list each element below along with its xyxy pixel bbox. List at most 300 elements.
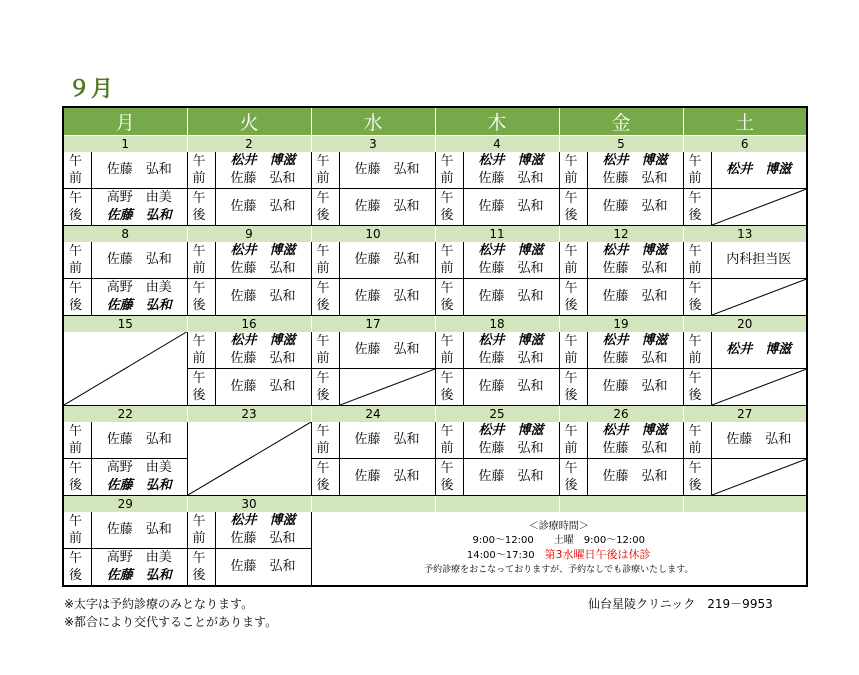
period-label <box>436 242 464 278</box>
slot-cell <box>684 332 807 368</box>
date-cell: 1 <box>63 136 187 153</box>
doctor-list <box>340 152 435 188</box>
period-label <box>560 369 588 405</box>
pm-cell <box>187 189 311 226</box>
period-char: 午 <box>192 514 206 529</box>
pm-cell <box>683 369 807 406</box>
pm-row <box>63 189 807 226</box>
pm-row <box>63 279 807 316</box>
hours-note <box>311 512 807 586</box>
doctor-list <box>92 279 187 315</box>
am-cell <box>63 152 187 189</box>
doctor-list <box>464 422 559 458</box>
period-char: 前 <box>688 441 702 456</box>
pm-no-service <box>312 369 435 405</box>
period-char: 午 <box>192 154 206 169</box>
doctor-name: 松井 博滋 <box>602 423 668 438</box>
slot-cell <box>560 279 683 315</box>
doctor-name: 佐藤 弘和 <box>230 531 296 546</box>
pm-no-service <box>684 279 807 315</box>
slot-cell <box>64 459 187 495</box>
pm-cell <box>435 459 559 496</box>
period-label <box>684 242 712 278</box>
period-char: 午 <box>69 424 83 439</box>
am-row <box>63 422 807 459</box>
date-cell: 11 <box>435 226 559 243</box>
period-label <box>188 332 216 368</box>
pm-cell <box>63 549 187 587</box>
pm-cell <box>187 279 311 316</box>
doctor-name: 佐藤 弘和 <box>354 432 420 447</box>
doctor-name: 佐藤 弘和 <box>354 469 420 484</box>
date-cell <box>683 496 807 513</box>
period-char: 午 <box>440 371 454 386</box>
period-char: 前 <box>440 441 454 456</box>
period-char: 前 <box>564 171 578 186</box>
doctor-name: 佐藤 弘和 <box>230 289 296 304</box>
slot-cell <box>560 422 683 458</box>
period-label <box>684 422 712 458</box>
period-char: 午 <box>316 334 330 349</box>
slot-cell <box>436 242 559 278</box>
doctor-name: 佐藤 弘和 <box>106 298 172 313</box>
clinic-name: 仙台星陵クリニック 219－9953 <box>588 597 773 611</box>
pm-cell <box>435 279 559 316</box>
doctor-name: 佐藤 弘和 <box>602 171 668 186</box>
date-cell: 12 <box>559 226 683 243</box>
pm-cell <box>559 189 683 226</box>
period-char: 後 <box>440 208 454 223</box>
period-char: 後 <box>440 298 454 313</box>
doctor-name: 松井 博滋 <box>726 342 792 357</box>
month-title: ９月 <box>68 77 115 102</box>
footnote-change: ※都合により交代することがあります。 <box>64 615 278 629</box>
pm-cell <box>311 189 435 226</box>
diagonal-line <box>188 422 311 495</box>
no-service-area <box>712 189 807 225</box>
doctor-name: 佐藤 弘和 <box>106 432 172 447</box>
period-char: 後 <box>440 388 454 403</box>
period-char: 午 <box>688 461 702 476</box>
slot-cell <box>684 422 807 458</box>
doctor-list <box>216 369 311 405</box>
period-char: 午 <box>564 371 578 386</box>
period-char: 前 <box>440 261 454 276</box>
am-cell <box>311 242 435 279</box>
doctor-list <box>712 422 807 458</box>
doctor-name: 佐藤 弘和 <box>478 469 544 484</box>
doctor-name: 佐藤 弘和 <box>230 171 296 186</box>
date-cell: 29 <box>63 496 187 513</box>
slot-cell <box>436 422 559 458</box>
period-char: 午 <box>440 424 454 439</box>
period-char: 前 <box>69 171 83 186</box>
slot-cell <box>312 332 435 368</box>
am-cell <box>187 242 311 279</box>
period-char: 午 <box>316 244 330 259</box>
doctor-name: 佐藤 弘和 <box>230 261 296 276</box>
period-char: 後 <box>564 298 578 313</box>
period-label <box>684 459 712 495</box>
doctor-list <box>588 369 683 405</box>
doctor-list <box>464 369 559 405</box>
pm-hours: 14:00～17:30 <box>466 550 535 561</box>
doctor-name: 松井 博滋 <box>478 243 544 258</box>
period-char: 午 <box>69 154 83 169</box>
period-char: 午 <box>440 154 454 169</box>
am-cell <box>559 422 683 459</box>
doctor-list <box>588 422 683 458</box>
hours-heading: ＜診療時間＞ <box>528 521 589 532</box>
slot-cell <box>312 242 435 278</box>
pm-cell <box>311 459 435 496</box>
doctor-name: 佐藤 弘和 <box>354 252 420 267</box>
slot-cell <box>436 369 559 405</box>
slot-cell <box>684 152 807 188</box>
doctor-name: 佐藤 弘和 <box>602 261 668 276</box>
period-char: 後 <box>564 208 578 223</box>
period-char: 後 <box>564 388 578 403</box>
period-char: 後 <box>688 388 702 403</box>
period-char: 前 <box>440 351 454 366</box>
pm-cell <box>683 189 807 226</box>
date-cell: 15 <box>63 316 187 333</box>
period-label <box>560 152 588 188</box>
doctor-list <box>216 512 311 548</box>
period-char: 後 <box>69 478 83 493</box>
period-char: 午 <box>564 334 578 349</box>
doctor-list <box>216 332 311 368</box>
diagonal-line <box>712 459 807 495</box>
period-char: 午 <box>69 461 83 476</box>
pm-cell <box>683 279 807 316</box>
doctor-list <box>588 332 683 368</box>
period-char: 午 <box>440 461 454 476</box>
pm-cell <box>559 459 683 496</box>
doctor-name: 佐藤 弘和 <box>478 441 544 456</box>
period-label <box>684 279 712 315</box>
doctor-name: 佐藤 弘和 <box>478 261 544 276</box>
doctor-name: 松井 博滋 <box>478 333 544 348</box>
doctor-name: 佐藤 弘和 <box>230 559 296 574</box>
period-label <box>560 422 588 458</box>
am-cell <box>187 152 311 189</box>
period-label <box>312 459 340 495</box>
period-label <box>188 189 216 225</box>
am-row <box>63 332 807 369</box>
am-cell <box>435 152 559 189</box>
slot-cell <box>188 549 311 585</box>
doctor-list <box>92 459 187 495</box>
doctor-list <box>92 422 187 458</box>
am-cell <box>435 422 559 459</box>
slot-cell <box>312 152 435 188</box>
period-label <box>188 152 216 188</box>
pm-no-service <box>684 369 807 405</box>
slot-cell <box>312 189 435 225</box>
am-cell <box>435 332 559 369</box>
period-label <box>188 279 216 315</box>
slot-cell <box>560 189 683 225</box>
period-char: 前 <box>316 171 330 186</box>
period-char: 前 <box>316 441 330 456</box>
period-label <box>436 459 464 495</box>
date-cell: 25 <box>435 406 559 423</box>
period-char: 午 <box>440 334 454 349</box>
doctor-name: 佐藤 弘和 <box>354 162 420 177</box>
period-char: 午 <box>316 424 330 439</box>
period-char: 午 <box>69 281 83 296</box>
hours-note-box <box>312 520 807 577</box>
date-cell: 19 <box>559 316 683 333</box>
date-cell: 8 <box>63 226 187 243</box>
period-char: 前 <box>440 171 454 186</box>
no-service-area <box>712 369 807 405</box>
period-char: 前 <box>688 261 702 276</box>
pm-cell <box>435 189 559 226</box>
date-cell: 30 <box>187 496 311 513</box>
closed-day <box>63 332 187 406</box>
period-char: 午 <box>564 154 578 169</box>
period-char: 午 <box>316 154 330 169</box>
doctor-name: 佐藤 弘和 <box>230 199 296 214</box>
slot-cell <box>560 152 683 188</box>
am-cell <box>559 332 683 369</box>
period-char: 前 <box>192 351 206 366</box>
doctor-name: 佐藤 弘和 <box>106 478 172 493</box>
period-char: 後 <box>440 478 454 493</box>
doctor-list <box>464 242 559 278</box>
period-label <box>560 242 588 278</box>
weekday-header: 木 <box>435 107 559 136</box>
am-cell <box>683 332 807 369</box>
period-char: 午 <box>69 551 83 566</box>
period-label <box>64 459 92 495</box>
period-label <box>188 512 216 548</box>
doctor-list <box>216 189 311 225</box>
period-char: 午 <box>440 281 454 296</box>
period-label <box>64 189 92 225</box>
weekday-header-row <box>63 107 807 136</box>
doctor-list <box>588 242 683 278</box>
period-char: 午 <box>69 514 83 529</box>
period-label <box>684 152 712 188</box>
am-cell <box>683 242 807 279</box>
doctor-list <box>92 242 187 278</box>
period-char: 午 <box>69 191 83 206</box>
weekday-header: 土 <box>683 107 807 136</box>
pm-cell <box>311 279 435 316</box>
period-char: 前 <box>564 261 578 276</box>
period-char: 後 <box>688 298 702 313</box>
doctor-list <box>464 459 559 495</box>
slot-cell <box>560 459 683 495</box>
date-cell: 3 <box>311 136 435 153</box>
am-cell <box>683 152 807 189</box>
date-cell <box>559 496 683 513</box>
slot-cell <box>436 459 559 495</box>
diagonal-line <box>340 369 435 405</box>
period-label <box>312 189 340 225</box>
period-label <box>312 369 340 405</box>
date-cell: 26 <box>559 406 683 423</box>
slot-cell <box>64 549 187 585</box>
date-cell: 10 <box>311 226 435 243</box>
am-cell <box>187 512 311 549</box>
period-char: 後 <box>688 208 702 223</box>
am-cell <box>63 422 187 459</box>
period-char: 午 <box>316 461 330 476</box>
doctor-list <box>216 279 311 315</box>
am-cell <box>683 422 807 459</box>
period-label <box>312 279 340 315</box>
doctor-list <box>712 152 807 188</box>
doctor-name: 佐藤 弘和 <box>602 289 668 304</box>
period-char: 午 <box>564 244 578 259</box>
date-row <box>63 226 807 243</box>
date-cell: 17 <box>311 316 435 333</box>
date-cell: 27 <box>683 406 807 423</box>
date-cell <box>311 496 435 513</box>
no-service-area <box>712 459 807 495</box>
doctor-name: 佐藤 弘和 <box>354 342 420 357</box>
slot-cell <box>64 242 187 278</box>
doctor-name: 佐藤 弘和 <box>602 441 668 456</box>
period-label <box>436 332 464 368</box>
doctor-name: 松井 博滋 <box>230 153 296 168</box>
diagonal-line <box>712 279 807 315</box>
period-label <box>188 242 216 278</box>
period-char: 午 <box>192 551 206 566</box>
doctor-name: 佐藤 弘和 <box>478 289 544 304</box>
doctor-name: 佐藤 弘和 <box>106 522 172 537</box>
slot-cell <box>312 422 435 458</box>
doctor-list <box>340 459 435 495</box>
period-label <box>312 152 340 188</box>
pm-cell <box>63 459 187 496</box>
diagonal-line <box>712 369 807 405</box>
period-char: 午 <box>688 371 702 386</box>
period-label <box>436 189 464 225</box>
period-label <box>64 422 92 458</box>
date-cell: 22 <box>63 406 187 423</box>
period-label <box>684 189 712 225</box>
doctor-name: 高野 由美 <box>106 550 172 565</box>
doctor-name: 佐藤 弘和 <box>726 432 792 447</box>
period-char: 後 <box>69 298 83 313</box>
period-char: 午 <box>440 191 454 206</box>
diagonal-line <box>712 189 807 225</box>
doctor-name: 佐藤 弘和 <box>230 351 296 366</box>
pm-cell <box>187 549 311 587</box>
doctor-name: 佐藤 弘和 <box>602 469 668 484</box>
no-service-area <box>712 279 807 315</box>
pm-cell <box>63 189 187 226</box>
pm-cell <box>63 279 187 316</box>
period-char: 午 <box>564 424 578 439</box>
period-char: 前 <box>564 441 578 456</box>
doctor-name: 松井 博滋 <box>602 333 668 348</box>
doctor-list <box>92 549 187 585</box>
period-char: 前 <box>192 531 206 546</box>
date-row <box>63 136 807 153</box>
am-cell <box>311 152 435 189</box>
period-label <box>436 152 464 188</box>
period-char: 前 <box>192 171 206 186</box>
period-label <box>436 369 464 405</box>
no-service-area <box>340 369 435 405</box>
am-cell <box>559 152 683 189</box>
period-char: 後 <box>316 478 330 493</box>
period-char: 後 <box>316 298 330 313</box>
period-label <box>312 422 340 458</box>
doctor-list <box>92 152 187 188</box>
doctor-name: 佐藤 弘和 <box>478 199 544 214</box>
doctor-name: 佐藤 弘和 <box>478 351 544 366</box>
doctor-list <box>588 152 683 188</box>
diagonal-line <box>64 332 187 405</box>
period-char: 後 <box>688 478 702 493</box>
date-row <box>63 406 807 423</box>
period-label <box>312 332 340 368</box>
period-char: 後 <box>564 478 578 493</box>
doctor-name: 佐藤 弘和 <box>602 351 668 366</box>
doctor-list <box>588 279 683 315</box>
doctor-name: 高野 由美 <box>106 190 172 205</box>
period-char: 前 <box>69 261 83 276</box>
am-cell <box>311 422 435 459</box>
doctor-name: 松井 博滋 <box>478 423 544 438</box>
period-label <box>560 189 588 225</box>
doctor-list <box>340 332 435 368</box>
date-cell: 20 <box>683 316 807 333</box>
period-char: 後 <box>192 388 206 403</box>
doctor-name: 佐藤 弘和 <box>106 252 172 267</box>
am-row <box>63 512 807 549</box>
period-char: 午 <box>688 191 702 206</box>
date-cell: 2 <box>187 136 311 153</box>
doctor-list <box>92 512 187 548</box>
period-label <box>64 152 92 188</box>
doctor-name: 佐藤 弘和 <box>106 568 172 583</box>
weekday-header: 水 <box>311 107 435 136</box>
slot-cell <box>312 459 435 495</box>
pm-no-service <box>684 189 807 225</box>
period-char: 午 <box>688 281 702 296</box>
period-char: 前 <box>688 351 702 366</box>
date-row <box>63 316 807 333</box>
period-char: 午 <box>316 191 330 206</box>
doctor-list <box>92 189 187 225</box>
doctor-list <box>340 242 435 278</box>
doctor-list <box>340 189 435 225</box>
am-row <box>63 242 807 279</box>
pm-row <box>63 459 807 496</box>
period-char: 午 <box>316 281 330 296</box>
doctor-name: 佐藤 弘和 <box>354 199 420 214</box>
period-char: 午 <box>192 191 206 206</box>
doctor-name: 内科担当医 <box>726 252 792 267</box>
date-cell: 9 <box>187 226 311 243</box>
hours-line <box>312 548 807 563</box>
closed-note: 第3水曜日午後は休診 <box>544 548 651 561</box>
period-label <box>188 549 216 585</box>
schedule-table <box>62 106 808 587</box>
doctor-name: 佐藤 弘和 <box>354 289 420 304</box>
period-char: 午 <box>192 244 206 259</box>
period-label <box>684 332 712 368</box>
am-cell <box>187 332 311 369</box>
